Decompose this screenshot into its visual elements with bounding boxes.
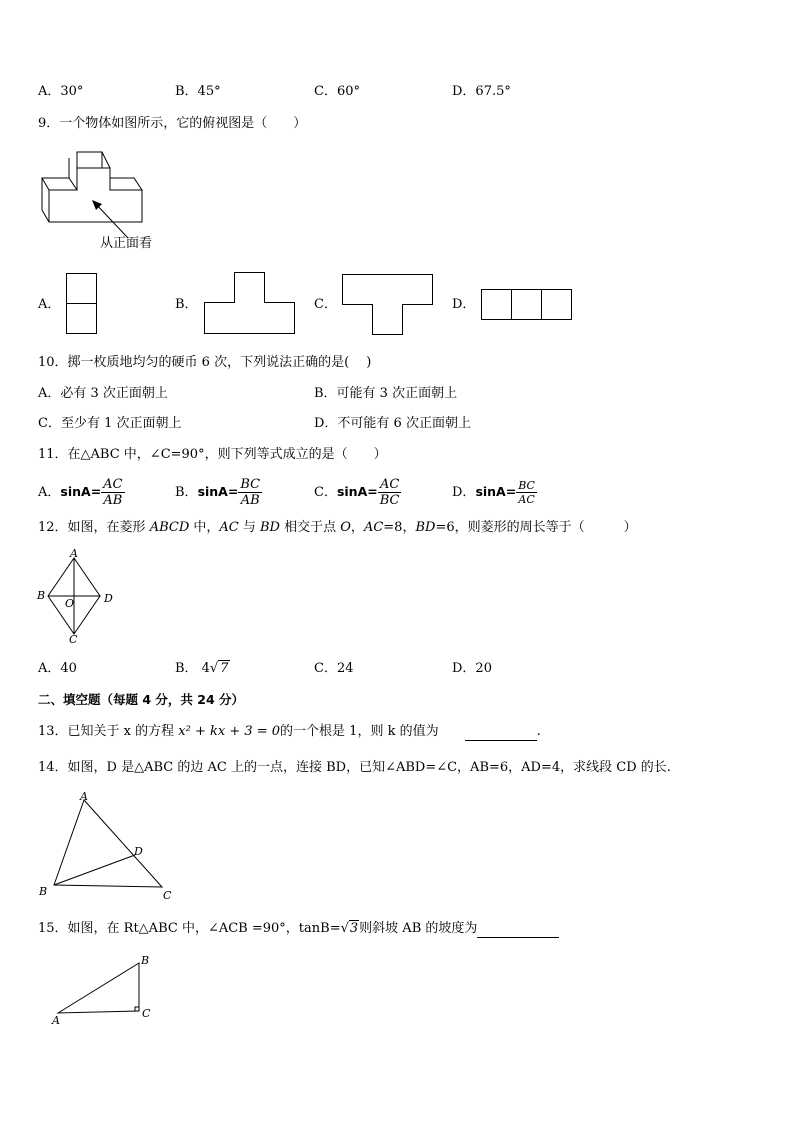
q9-option-a-figure [66, 273, 98, 335]
q12-label-d: D [104, 592, 113, 605]
q9-option-a-letter: A． [38, 297, 61, 312]
q12-option-d: D．20 [452, 661, 492, 676]
q13-equation: x² + kx + 3 = 0 [178, 724, 281, 739]
q11-option-c-num: AC [378, 477, 402, 493]
q9-option-b-figure [204, 272, 296, 335]
q9-option-d-letter: D． [452, 297, 476, 312]
q10-option-d: D．不可能有 6 次正面朝上 [314, 416, 471, 431]
q11-option-a-lhs: sinA= [60, 484, 102, 499]
q10-option-c: C．至少有 1 次正面朝上 [38, 416, 182, 431]
q12-shape: ABCD [149, 520, 190, 535]
q11-option-b-lhs: sinA= [197, 484, 239, 499]
q13-stem-suffix: 的一个根是 1，则 k 的值为 [280, 724, 439, 739]
q13-stem [38, 724, 541, 741]
q11-option-d-label: D． [452, 485, 476, 500]
q15-label-a: A [52, 1014, 60, 1027]
q11-option-a-num: AC [103, 477, 123, 492]
q9-option-b-letter: B． [175, 297, 198, 312]
q14-label-b: B [39, 885, 48, 898]
q11-option-c-fraction [378, 477, 402, 508]
q12-bd-eq: BD [415, 520, 436, 535]
sqrt-sign-icon: √ [209, 661, 219, 676]
q15-answer-blank[interactable] [477, 921, 559, 938]
q9-stem: 9．一个物体如图所示，它的俯视图是（ ） [38, 116, 307, 131]
q9-option-c-letter: C． [314, 297, 337, 312]
q14-label-a: A [80, 790, 88, 803]
q12-label-o: O [65, 597, 75, 610]
q12-stem-mid1: 中， [189, 520, 220, 535]
q11-option-d-lhs: sinA= [475, 484, 517, 499]
q12-stem-mid4: ， [350, 520, 364, 535]
q11-option-c-den: BC [379, 493, 400, 508]
q11-option-b-den: AB [240, 493, 260, 508]
q12-label-c: C [69, 633, 78, 646]
q11-stem: 11．在△ABC 中，∠C=90°，则下列等式成立的是（ ） [38, 447, 387, 462]
section-2-title: 二、填空题（每题 4 分，共 24 分） [38, 692, 245, 707]
q15-label-c: C [142, 1007, 151, 1020]
q12-stem-mid2: 与 [238, 520, 260, 535]
q12-ac-val: =8， [383, 520, 416, 535]
q9-solid-figure [40, 150, 150, 226]
q11-option-c-label: C． [314, 485, 337, 500]
q11-option-d-fraction [516, 479, 537, 506]
q12-rhombus-figure [36, 548, 120, 644]
q12-stem-mid3: 相交于点 [279, 520, 341, 535]
q12-stem-prefix: 12．如图，在菱形 [38, 520, 150, 535]
q11-option-d-den: AC [518, 493, 535, 506]
q14-triangle-figure [36, 788, 182, 904]
q15-right-triangle-figure [48, 953, 158, 1027]
q11-option-b-label: B． [175, 485, 198, 500]
q9-arrow-label: 从正面看 [100, 236, 153, 251]
q10-stem: 10．掷一枚质地均匀的硬币 6 次，下列说法正确的是( ) [38, 355, 372, 370]
q8-option-b: B．45° [175, 84, 221, 99]
q12-ac: AC [219, 520, 239, 535]
q12-option-b-radicand: 7 [220, 661, 229, 676]
q11-option-a-den: AB [103, 493, 123, 508]
q12-option-b-coef: 4 [201, 661, 210, 676]
q12-option-b-label: B． [175, 661, 198, 676]
q11-option-b [175, 475, 262, 510]
q14-stem: 14．如图，D 是△ABC 的边 AC 上的一点，连接 BD，已知∠ABD=∠C，AB=6，AD=4，求线段 CD 的长. [38, 760, 671, 775]
q12-option-b [175, 661, 230, 677]
q11-option-a-fraction [101, 477, 124, 508]
q11-option-a-label: A． [38, 485, 61, 500]
q8-option-c: C．60° [314, 84, 360, 99]
q9-option-c-figure [342, 274, 434, 336]
q10-option-a: A．必有 3 次正面朝上 [38, 386, 168, 401]
q13-answer-blank[interactable] [465, 724, 537, 741]
q8-option-d: D．67.5° [452, 84, 511, 99]
q12-stem [38, 520, 637, 536]
q9-option-d-figure [481, 289, 573, 321]
q11-option-d [452, 475, 537, 510]
q14-label-c: C [163, 889, 172, 902]
q12-ac-eq: AC [363, 520, 384, 535]
q12-label-b: B [37, 589, 46, 602]
q15-stem [38, 921, 559, 938]
q13-stem-prefix: 13．已知关于 x 的方程 [38, 724, 179, 739]
q15-stem-suffix: 则斜坡 AB 的坡度为 [359, 921, 478, 936]
q11-option-b-num: BC [240, 477, 261, 492]
q11-option-d-num: BC [518, 479, 535, 492]
q12-bd-val: =6，则菱形的周长等于（ ） [435, 520, 637, 535]
q12-option-a: A．40 [38, 661, 77, 676]
q11-option-c-lhs: sinA= [336, 484, 378, 499]
q8-option-a: A．30° [38, 84, 84, 99]
q13-end: . [536, 724, 541, 739]
q12-bd: BD [260, 520, 280, 535]
q11-option-b-fraction [238, 477, 262, 508]
q11-option-a [38, 475, 125, 510]
q15-label-b: B [141, 954, 150, 967]
q12-label-a: A [70, 547, 78, 560]
q15-stem-prefix: 15．如图，在 Rt△ABC 中，∠ACB =90°，tanB= [38, 921, 341, 936]
q14-label-d: D [134, 845, 143, 858]
q10-option-b: B．可能有 3 次正面朝上 [314, 386, 458, 401]
q12-option-c: C．24 [314, 661, 354, 676]
sqrt-sign-icon: √ [340, 921, 349, 936]
q12-point: O [340, 520, 351, 535]
q11-option-c [314, 475, 401, 510]
q15-radicand: 3 [349, 921, 359, 936]
